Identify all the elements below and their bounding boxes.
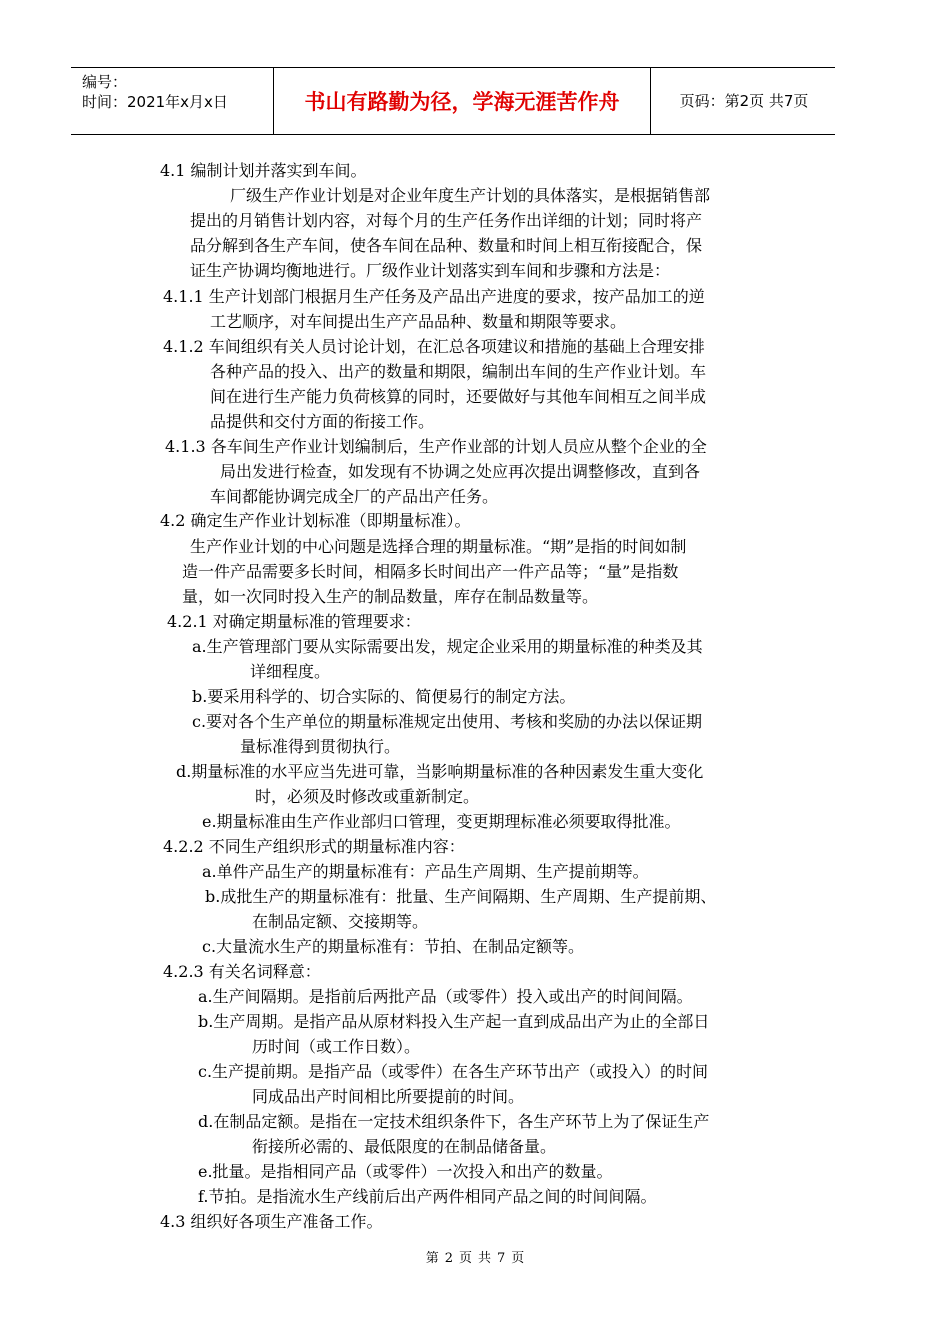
subsection-item: 4.2.3 有关名词释意：: [163, 962, 321, 981]
paragraph-line: 提出的月销售计划内容，对每个月的生产任务作出详细的计划；同时将产: [190, 211, 703, 230]
list-item: c.大量流水生产的期量标准有：节拍、在制品定额等。: [202, 937, 585, 956]
footer-text: 页: [511, 1251, 525, 1266]
paragraph-line: 量，如一次同时投入生产的制品数量，库存在制品数量等。: [182, 587, 599, 606]
subsection-item: 4.2.1 对确定期量标准的管理要求：: [167, 612, 421, 631]
page-footer: [0, 1247, 950, 1266]
paragraph-line: 时，必须及时修改或重新制定。: [255, 787, 480, 806]
paragraph-line: 证生产协调均衡地进行。厂级作业计划落实到车间和步骤和方法是：: [190, 261, 671, 280]
list-item: c.生产提前期。是指产品（或零件）在各生产环节出产（或投入）的时间: [198, 1062, 709, 1081]
paragraph-line: 造一件产品需要多长时间，相隔多长时间出产一件产品等；“量”是指数: [182, 562, 679, 581]
paragraph-line: 品分解到各生产车间，使各车间在品种、数量和时间上相互衔接配合，保: [190, 236, 703, 255]
footer-current-page: 2: [444, 1251, 453, 1266]
document-date: 时间：2021年x月x日: [82, 93, 228, 111]
footer-text: 共: [478, 1251, 492, 1266]
section-heading: 4.2 确定生产作业计划标准（即期量标准）。: [160, 511, 471, 530]
header-page-number: 页码：第2页 共7页: [679, 92, 809, 110]
list-item: a.单件产品生产的期量标准有：产品生产周期、生产提前期等。: [202, 862, 649, 881]
list-item: c.要对各个生产单位的期量标准规定出使用、考核和奖励的办法以保证期: [192, 712, 703, 731]
subsection-item: 4.1.2 车间组织有关人员讨论计划，在汇总各项建议和措施的基础上合理安排: [163, 337, 705, 356]
subsection-item: 4.2.2 不同生产组织形式的期量标准内容：: [163, 837, 465, 856]
section-heading: 4.3 组织好各项生产准备工作。: [160, 1212, 383, 1231]
subsection-item: 4.1.1 生产计划部门根据月生产任务及产品出产进度的要求，按产品加工的逆: [163, 287, 705, 306]
paragraph-line: 量标准得到贯彻执行。: [240, 737, 401, 756]
paragraph-line: 同成品出产时间相比所要提前的时间。: [252, 1087, 525, 1106]
paragraph-line: 详细程度。: [250, 662, 331, 681]
paragraph-line: 工艺顺序，对车间提出生产产品品种、数量和期限等要求。: [210, 312, 627, 331]
paragraph-line: 生产作业计划的中心问题是选择合理的期量标准。“期”是指的时间如制: [190, 537, 687, 556]
list-item: d.在制品定额。是指在一定技术组织条件下，各生产环节上为了保证生产: [198, 1112, 710, 1131]
header-divider: [650, 68, 651, 134]
paragraph-line: 车间都能协调完成全厂的产品出产任务。: [210, 487, 499, 506]
header-meta: [82, 72, 228, 112]
paragraph-line: 各种产品的投入、出产的数量和期限，编制出车间的生产作业计划。车: [210, 362, 707, 381]
document-number-label: 编号：: [82, 73, 128, 91]
paragraph-line: 品提供和交付方面的衔接工作。: [210, 412, 435, 431]
list-item: b.生产周期。是指产品从原材料投入生产起一直到成品出产为止的全部日: [198, 1012, 710, 1031]
footer-text: 页: [458, 1251, 472, 1266]
header-motto: 书山有路勤为径，学海无涯苦作舟: [304, 90, 620, 114]
list-item: b.要采用科学的、切合实际的、简便易行的制定方法。: [192, 687, 576, 706]
list-item: f.节拍。是指流水生产线前后出产两件相同产品之间的时间间隔。: [198, 1187, 657, 1206]
list-item: a.生产间隔期。是指前后两批产品（或零件）投入或出产的时间间隔。: [198, 987, 693, 1006]
paragraph-line: 衔接所必需的、最低限度的在制品储备量。: [252, 1137, 557, 1156]
paragraph-line: 在制品定额、交接期等。: [252, 912, 429, 931]
subsection-item: 4.1.3 各车间生产作业计划编制后，生产作业部的计划人员应从整个企业的全: [165, 437, 707, 456]
section-heading: 4.1 编制计划并落实到车间。: [160, 161, 367, 180]
paragraph-line: 历时间（或工作日数）。: [252, 1037, 421, 1056]
footer-total-pages: 7: [497, 1251, 506, 1266]
list-item: b.成批生产的期量标准有：批量、生产间隔期、生产周期、生产提前期、: [205, 887, 717, 906]
paragraph-line: 厂级生产作业计划是对企业年度生产计划的具体落实，是根据销售部: [230, 186, 711, 205]
paragraph-line: 局出发进行检查，如发现有不协调之处应再次提出调整修改，直到各: [220, 462, 701, 481]
list-item: a.生产管理部门要从实际需要出发，规定企业采用的期量标准的种类及其: [192, 637, 703, 656]
paragraph-line: 间在进行生产能力负荷核算的同时，还要做好与其他车间相互之间半成: [210, 387, 707, 406]
list-item: e.批量。是指相同产品（或零件）一次投入和出产的数量。: [198, 1162, 613, 1181]
footer-text: 第: [425, 1251, 439, 1266]
page-header: [71, 67, 835, 135]
list-item: e.期量标准由生产作业部归口管理，变更期理标准必须要取得批准。: [202, 812, 681, 831]
list-item: d.期量标准的水平应当先进可靠，当影响期量标准的各种因素发生重大变化: [176, 762, 704, 781]
